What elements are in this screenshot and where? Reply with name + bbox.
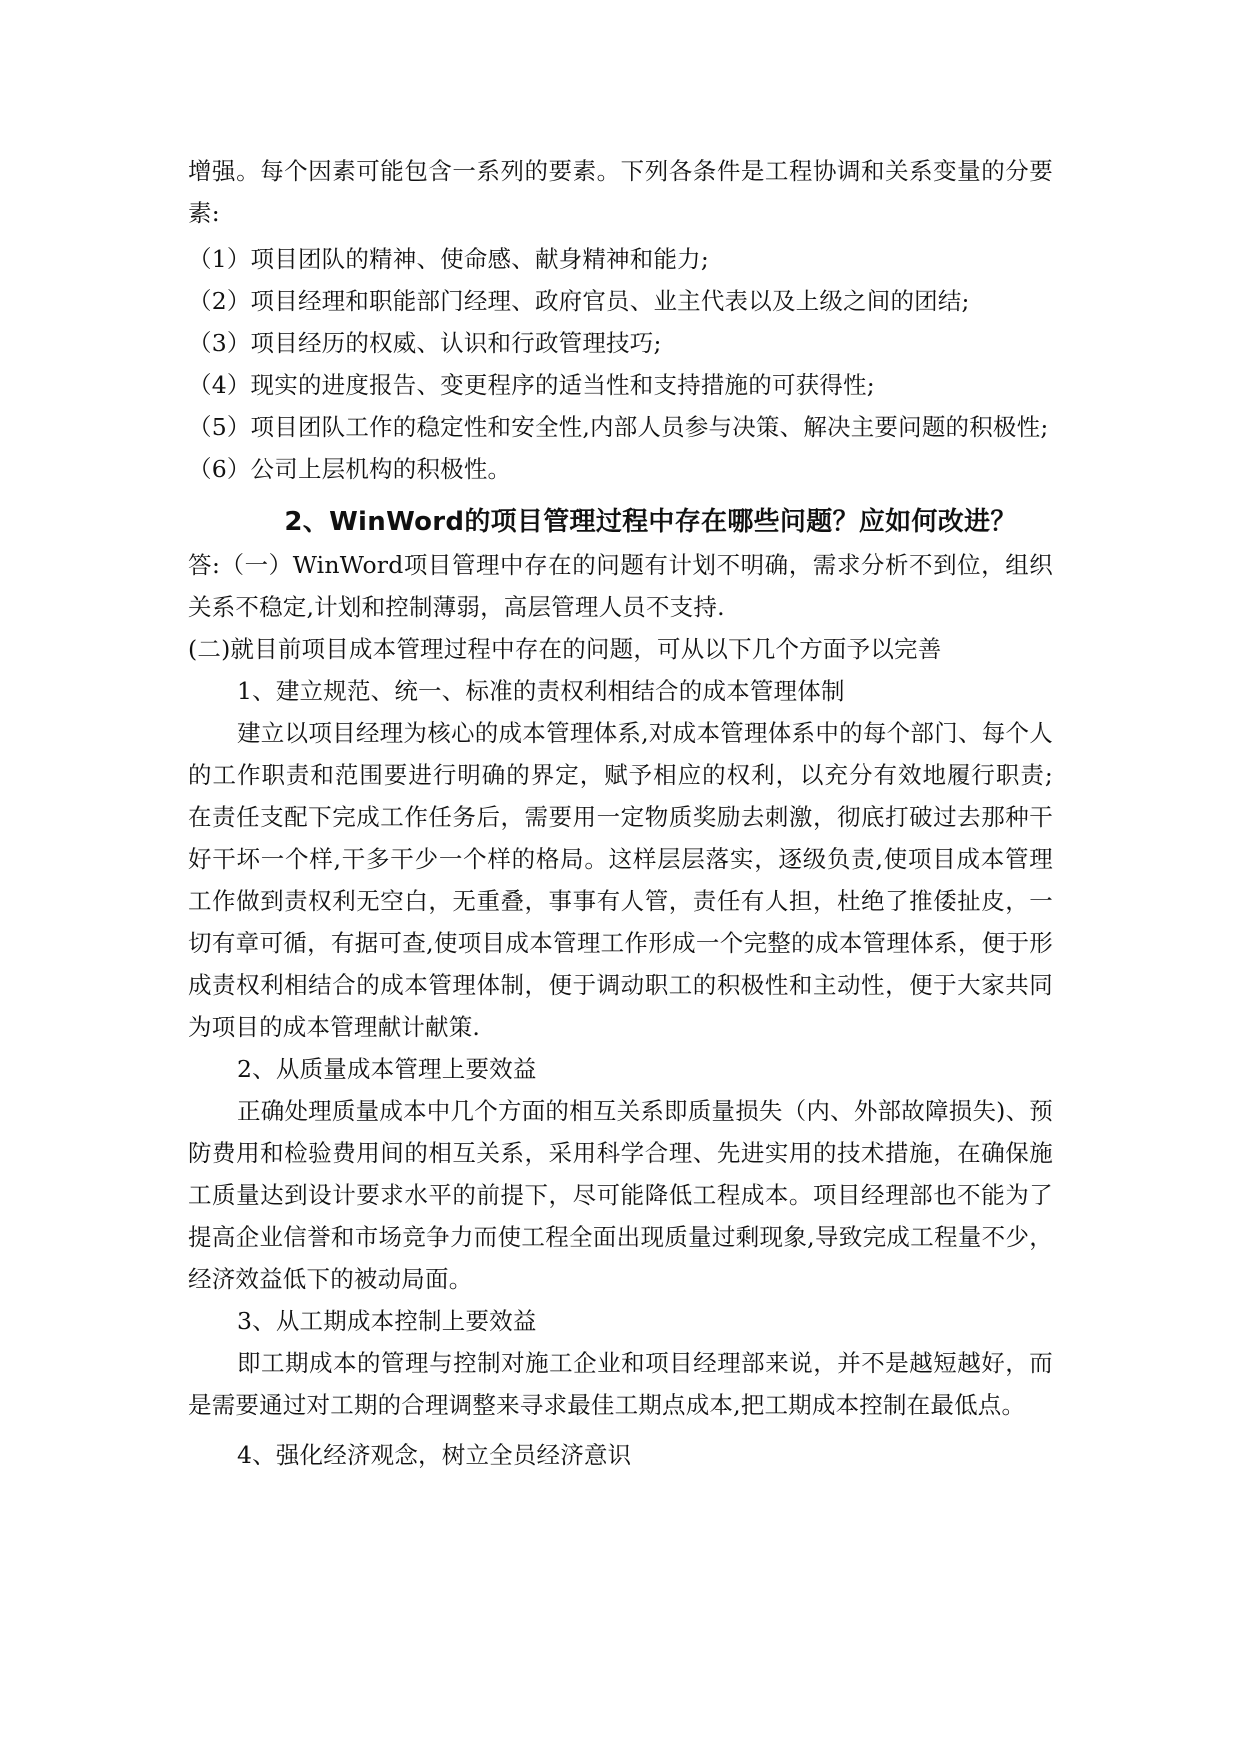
list-item-4: （4）现实的进度报告、变更程序的适当性和支持措施的可获得性; — [188, 371, 875, 399]
document-content — [188, 150, 1053, 1476]
intro-paragraph: 增强。每个因素可能包含一系列的要素。下列各条件是工程协调和关系变量的分要素: — [188, 157, 1053, 227]
subsection-body-1: 建立以项目经理为核心的成本管理体系,对成本管理体系中的每个部门、每个人的工作职责和范围要进行明确的界定，赋予相应的权利，以充分有效地履行职责; 在责任支配下完成工作任务后，需要用一定物质奖励去刺激，彻底打破过去那种干好干坏一个样,干多干少一个样的格局。这样层层落实，逐级负责,使项目成本管理工作做到责权利无空白，无重叠，事事有人管，责任有人担，杜绝了推倭扯皮，一切有章可循，有据可查,使项目成本管理工作形成一个完整的成本管理体系，便于形成责权利相结合的成本管理体制，便于调动职工的积极性和主动性，便于大家共同为项目的成本管理献计献策. — [188, 719, 1053, 1041]
subsection-body-2: 正确处理质量成本中几个方面的相互关系即质量损失（内、外部故障损失)、预防费用和检验费用间的相互关系，采用科学合理、先进实用的技术措施，在确保施工质量达到设计要求水平的前提下，尽可能降低工程成本。项目经理部也不能为了提高企业信誉和市场竞争力而使工程全面出现质量过剩现象,导致完成工程量不少，经济效益低下的被动局面。 — [188, 1097, 1053, 1293]
answer-paragraph-2: (二)就目前项目成本管理过程中存在的问题，可从以下几个方面予以完善 — [188, 635, 942, 663]
list-item-6: （6）公司上层机构的积极性。 — [188, 455, 512, 483]
answer-paragraph-1: 答:（一）WinWord项目管理中存在的问题有计划不明确，需求分析不到位，组织关系不稳定,计划和控制薄弱，高层管理人员不支持. — [188, 551, 1053, 621]
subsection-title-3: 3、从工期成本控制上要效益 — [237, 1307, 537, 1335]
subsection-title-2: 2、从质量成本管理上要效益 — [237, 1055, 537, 1083]
list-item-3: （3）项目经历的权威、认识和行政管理技巧; — [188, 329, 662, 357]
subsection-body-3: 即工期成本的管理与控制对施工企业和项目经理部来说，并不是越短越好，而是需要通过对工期的合理调整来寻求最佳工期点成本,把工期成本控制在最低点。 — [188, 1349, 1053, 1419]
subsection-title-1: 1、建立规范、统一、标准的责权利相结合的成本管理体制 — [237, 677, 845, 705]
list-item-1: （1）项目团队的精神、使命感、献身精神和能力; — [188, 245, 709, 273]
subsection-title-4: 4、强化经济观念，树立全员经济意识 — [237, 1441, 632, 1469]
list-item-2: （2）项目经理和职能部门经理、政府官员、业主代表以及上级之间的团结; — [188, 287, 970, 315]
section-heading: 2、WinWord的项目管理过程中存在哪些问题？应如何改进？ — [284, 507, 1017, 537]
list-item-5: （5）项目团队工作的稳定性和安全性,内部人员参与决策、解决主要问题的积极性; — [188, 413, 1049, 441]
